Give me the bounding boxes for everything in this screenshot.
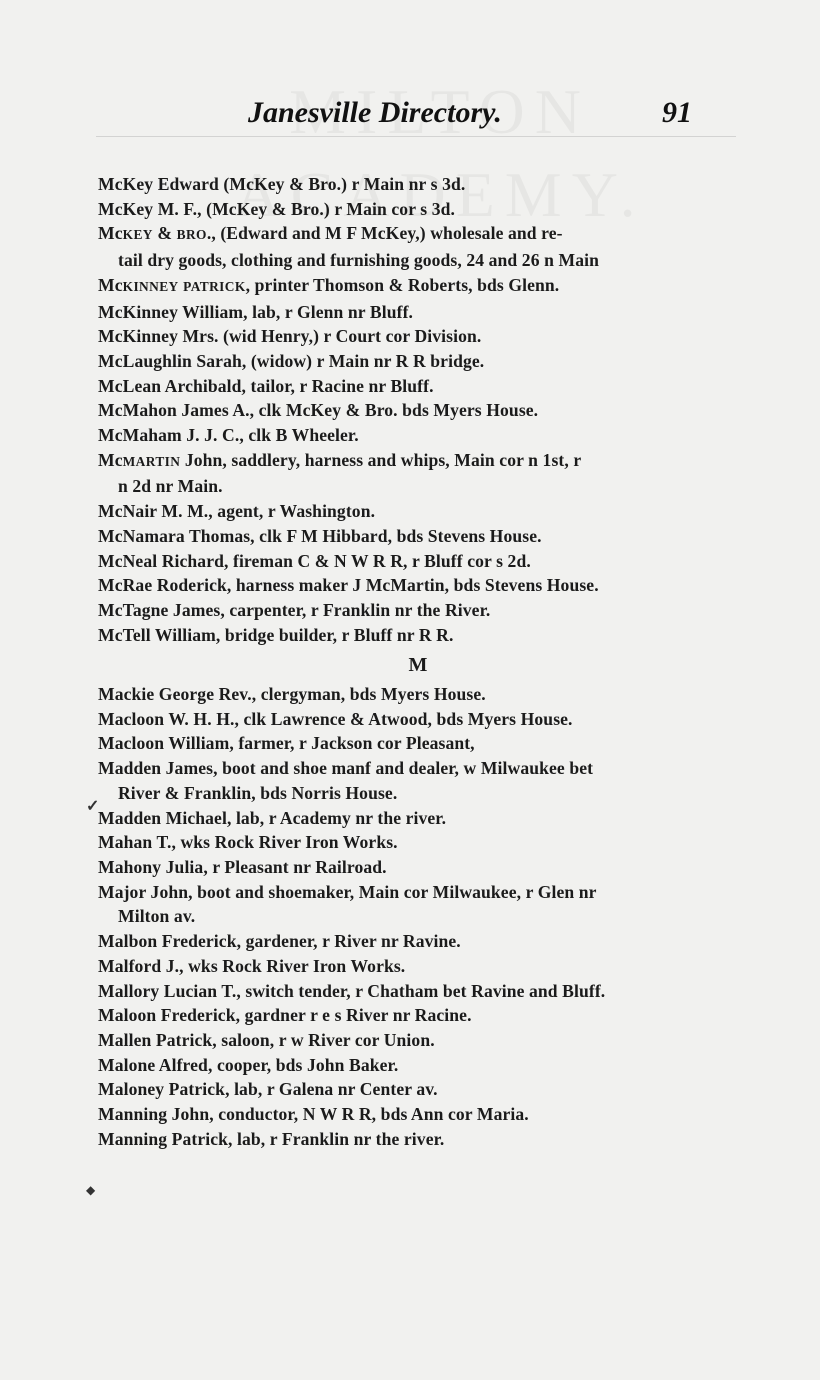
entry-text: Mallen Patrick, saloon, r w River cor Union.: [98, 1029, 435, 1050]
directory-entry: [98, 172, 738, 197]
directory-entry: [98, 423, 738, 448]
directory-entry: [98, 830, 738, 855]
entry-text: Mahony Julia, r Pleasant nr Railroad.: [98, 856, 387, 877]
directory-entry: [98, 880, 738, 905]
entry-text: Manning John, conductor, N W R R, bds Ann cor Maria.: [98, 1104, 529, 1125]
directory-entry: [98, 197, 738, 222]
entry-text: Malford J., wks Rock River Iron Works.: [98, 955, 406, 976]
entry-text: Malone Alfred, cooper, bds John Baker.: [98, 1054, 399, 1075]
directory-entry: [98, 598, 738, 623]
entry-text: Major John, boot and shoemaker, Main cor Milwaukee, r Glen nr: [98, 881, 597, 902]
entry-text: tail dry goods, clothing and furnishing goods, 24 and 26 n Main: [118, 250, 599, 271]
margin-check-mark: ✓: [86, 798, 100, 815]
entry-text: Mc: [98, 449, 123, 470]
directory-entry: [98, 1028, 738, 1053]
entry-text: McNair M. M., agent, r Washington.: [98, 501, 376, 522]
directory-entry: [98, 707, 738, 732]
entry-continuation: [98, 474, 738, 499]
entry-text: McKinney Mrs. (wid Henry,) r Court cor Division.: [98, 326, 482, 347]
directory-entry: [98, 524, 738, 549]
entry-continuation: [98, 904, 738, 929]
entry-text: Mallory Lucian T., switch tender, r Chatham bet Ravine and Bluff.: [98, 980, 606, 1001]
directory-entry: [98, 979, 738, 1004]
entry-text: ., (Edward and M F McKey,) wholesale and re-: [206, 223, 563, 244]
directory-entry: [98, 398, 738, 423]
entry-text: Macloon W. H. H., clk Lawrence & Atwood, bds Myers House.: [98, 708, 573, 729]
entry-text: Mackie George Rev., clergyman, bds Myers House.: [98, 684, 486, 705]
directory-entry: [98, 756, 738, 781]
directory-entry: [98, 806, 738, 831]
entry-text: McLaughlin Sarah, (widow) r Main nr R R bridge.: [98, 350, 485, 371]
entry-text: McKey M. F., (McKey & Bro.) r Main cor s 3d.: [98, 198, 456, 219]
entry-continuation: [98, 781, 738, 806]
entry-text: John, saddlery, harness and whips, Main cor n 1st, r: [180, 449, 582, 470]
entry-text: McTell William, bridge builder, r Bluff nr R R.: [98, 624, 454, 645]
section-letter: [98, 647, 738, 682]
entry-text: Macloon William, farmer, r Jackson cor Pleasant,: [98, 733, 475, 754]
entry-text: McKey Edward (McKey & Bro.) r Main nr s 3d.: [98, 174, 466, 194]
directory-entry: [98, 349, 738, 374]
directory-entry: [98, 855, 738, 880]
directory-entry: [98, 549, 738, 574]
entry-text: McTagne James, carpenter, r Franklin nr the River.: [98, 599, 491, 620]
small-caps-text: KEY: [122, 227, 153, 243]
directory-entry: [98, 682, 738, 707]
entry-text: n 2d nr Main.: [118, 476, 223, 497]
entry-text: Manning Patrick, lab, r Franklin nr the river.: [98, 1128, 445, 1149]
small-caps-text: PATRICK: [183, 278, 246, 294]
directory-entry: [98, 954, 738, 979]
entry-text: Malbon Frederick, gardener, r River nr Ravine.: [98, 931, 461, 952]
directory-entry: [98, 1003, 738, 1028]
margin-mark: ◆: [86, 1183, 96, 1197]
page-number: 91: [662, 96, 692, 129]
entry-text: McMaham J. J. C., clk B Wheeler.: [98, 425, 359, 446]
directory-entry: [98, 374, 738, 399]
directory-entries: [98, 172, 738, 1151]
small-caps-text: BRO: [176, 227, 207, 243]
directory-entry: [98, 1053, 738, 1078]
small-caps-text: KINNEY: [122, 278, 179, 294]
page-header: [0, 96, 820, 146]
directory-entry: [98, 929, 738, 954]
entry-text: McNamara Thomas, clk F M Hibbard, bds Stevens House.: [98, 525, 542, 546]
entry-text: McMahon James A., clk McKey & Bro. bds Myers House.: [98, 400, 539, 421]
entry-text: Maloon Frederick, gardner r e s River nr Racine.: [98, 1005, 472, 1026]
entry-text: Mc: [98, 274, 123, 295]
entry-text: Maloney Patrick, lab, r Galena nr Center av.: [98, 1079, 438, 1100]
directory-entry: [98, 273, 738, 300]
entry-text: Mahan T., wks Rock River Iron Works.: [98, 832, 398, 853]
running-head: Janesville Directory.: [248, 96, 502, 129]
directory-entry: [98, 324, 738, 349]
entry-text: McKinney William, lab, r Glenn nr Bluff.: [98, 301, 414, 322]
small-caps-text: MARTIN: [122, 453, 181, 469]
entry-text: Madden James, boot and shoe manf and dealer, w Milwaukee bet: [98, 758, 594, 779]
entry-text: M: [408, 654, 428, 677]
entry-continuation: [98, 248, 738, 273]
directory-entry: [98, 448, 738, 475]
header-rule: [96, 136, 736, 137]
entry-text: &: [152, 223, 177, 244]
directory-entry: [98, 499, 738, 524]
entry-text: Madden Michael, lab, r Academy nr the river.: [98, 807, 447, 828]
directory-entry: [98, 1127, 738, 1152]
directory-entry: [98, 300, 738, 325]
entry-text: McNeal Richard, fireman C & N W R R, r Bluff cor s 2d.: [98, 550, 531, 571]
entry-text: McRae Roderick, harness maker J McMartin, bds Stevens House.: [98, 575, 599, 596]
directory-entry: [98, 1077, 738, 1102]
entry-text: Mc: [98, 223, 123, 244]
directory-entry: [98, 573, 738, 598]
directory-entry: [98, 1102, 738, 1127]
directory-entry: [98, 731, 738, 756]
directory-entry: [98, 623, 738, 648]
entry-text: Milton av.: [118, 906, 196, 927]
entry-text: River & Franklin, bds Norris House.: [118, 782, 398, 803]
entry-text: McLean Archibald, tailor, r Racine nr Bluff.: [98, 375, 434, 396]
entry-text: , printer Thomson & Roberts, bds Glenn.: [245, 274, 560, 295]
directory-entry: [98, 221, 738, 248]
